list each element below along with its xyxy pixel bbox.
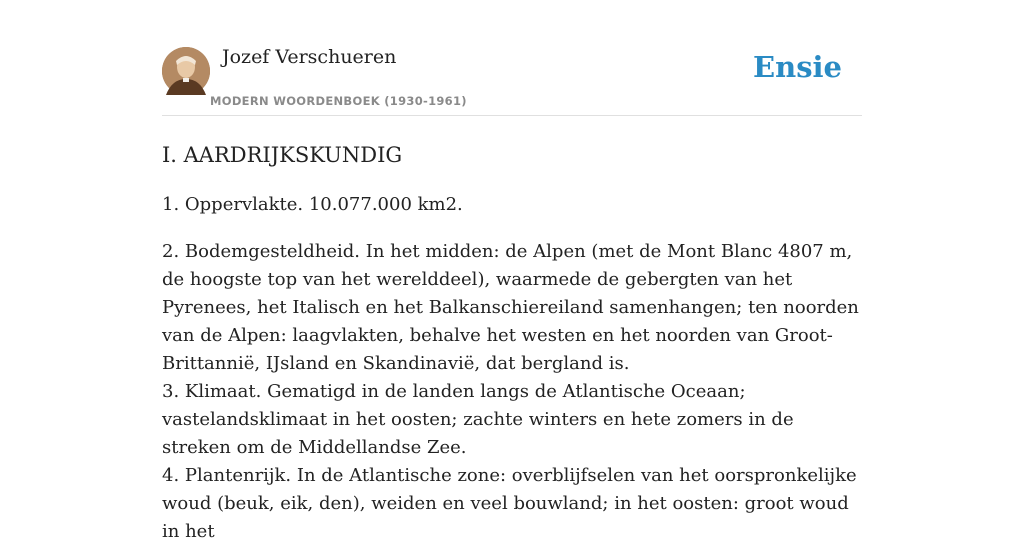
paragraph-oppervlakte: 1. Oppervlakte. 10.077.000 km2. (162, 194, 463, 215)
section-title: I. AARDRIJKSKUNDIG (162, 143, 403, 167)
paragraph-klimaat: 3. Klimaat. Gematigd in de landen langs de Atlantische Oceaan; vastelandsklimaat in het oosten; zachte winters en hete zomers in de streken om de Middellandse Zee. (162, 381, 794, 458)
source-label[interactable]: MODERN WOORDENBOEK (1930-1961) (210, 94, 467, 108)
paragraph-bodemgesteldheid: 2. Bodemgesteldheid. In het midden: de Alpen (met de Mont Blanc 4807 m, de hoogste top van het werelddeel), waarmede de gebergten van het Pyrenees, het Italisch en het Balkanschiereiland samenhangen; ten noorden van de Alpen: laagvlakten, behalve het westen en het noorden van Groot-Brittannië, IJsland en Skandinavië, dat bergland is. (162, 241, 859, 374)
author-avatar[interactable] (162, 47, 210, 95)
author-name[interactable]: Jozef Verschueren (222, 46, 397, 68)
paragraph-plantenrijk: 4. Plantenrijk. In de Atlantische zone: overblijfselen van het oorspronkelijke woud (beuk, eik, den), weiden en veel bouwland; in het oosten: groot woud in het (162, 465, 857, 542)
article-header (162, 0, 862, 116)
site-logo[interactable]: Ensie (753, 50, 842, 84)
author-portrait-icon (162, 47, 210, 95)
article-body (162, 138, 862, 546)
